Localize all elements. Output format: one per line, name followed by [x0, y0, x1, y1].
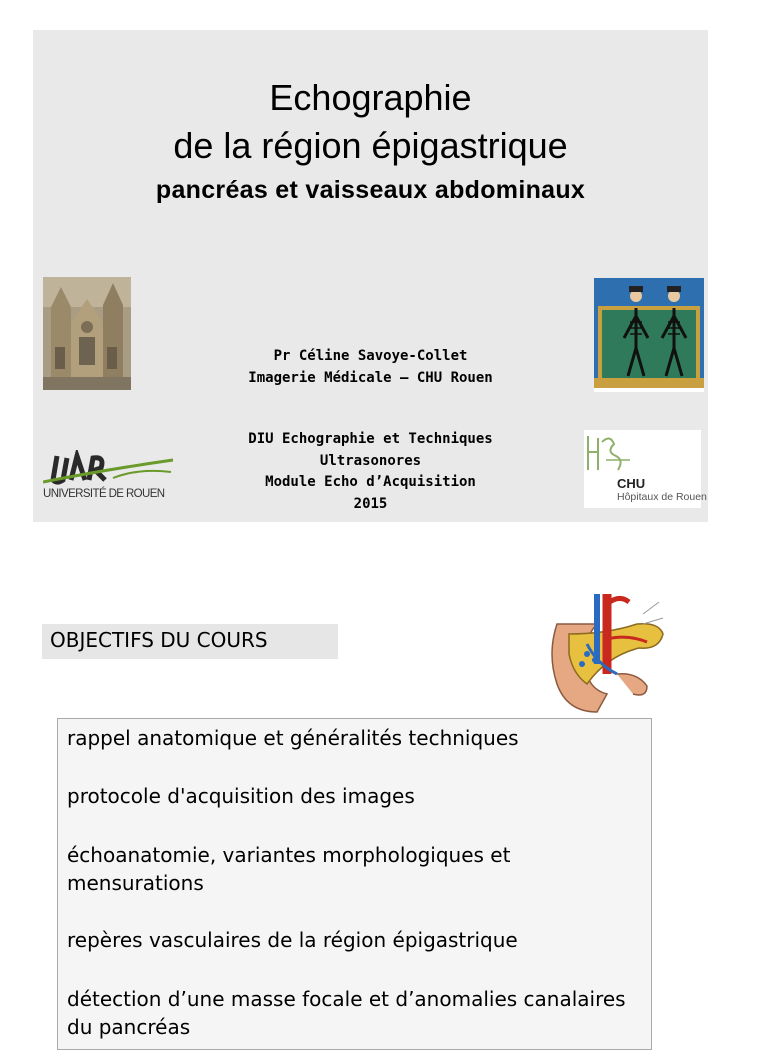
author-name: Pr Céline Savoye-Collet: [273, 348, 468, 364]
subtitle: pancréas et vaisseaux abdominaux: [155, 176, 586, 204]
title-line-1: Echographie: [269, 77, 472, 118]
list-item: rappel anatomique et généralités techniques: [67, 726, 519, 750]
objectives-list: [57, 718, 652, 1050]
author-affiliation: Imagerie Médicale – CHU Rouen: [248, 370, 493, 386]
objectives-heading: OBJECTIFS DU COURS: [50, 628, 268, 652]
chu-logo-icon: [584, 430, 707, 508]
list-item: échoanatomie, variantes morphologiques et mensurations: [67, 843, 511, 895]
title-line-2: de la région épigastrique: [173, 125, 568, 166]
course-line-2: Ultrasonores: [319, 452, 422, 469]
objectives-heading-box: [42, 624, 338, 659]
list-item: détection d’une masse focale et d’anomalies canalaires du pancréas: [67, 987, 626, 1039]
university-logo-text: UNIVERSITÉ DE ROUEN: [43, 488, 165, 500]
chu-logo-subtitle: Hôpitaux de Rouen: [617, 491, 707, 503]
course-year: 2015: [353, 495, 388, 512]
university-logo-icon: [43, 450, 176, 508]
title-slide: [33, 30, 708, 522]
course-line-3: Module Echo d’Acquisition: [265, 474, 476, 490]
chu-logo-title: CHU: [617, 476, 646, 491]
pancreas-anatomy-illustration-icon: [547, 594, 667, 718]
list-item: repères vasculaires de la région épigastrique: [67, 928, 518, 952]
course-line-1: DIU Echographie et Techniques: [248, 431, 493, 447]
author-block: [33, 345, 708, 389]
list-item: protocole d'acquisition des images: [67, 784, 415, 808]
